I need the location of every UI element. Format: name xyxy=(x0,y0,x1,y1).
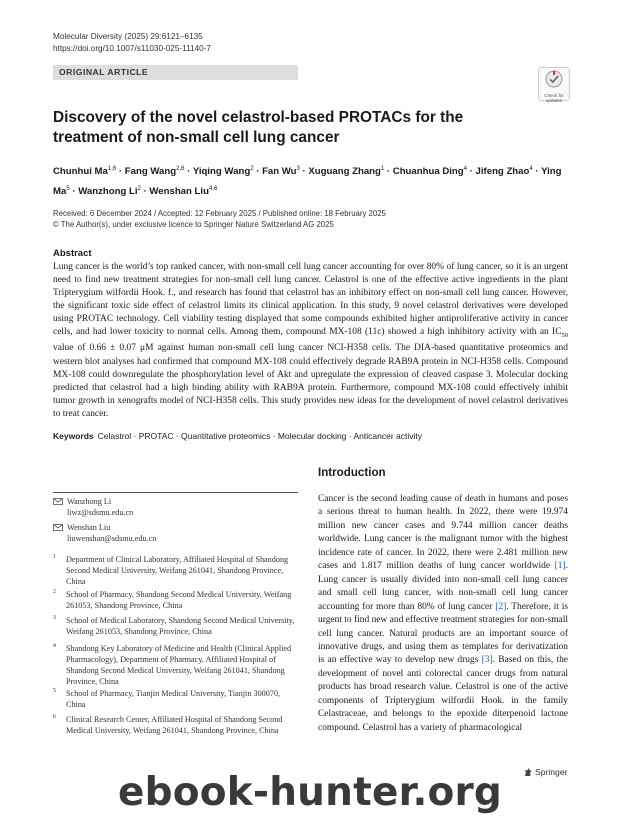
author-affiliation-marker: 1 xyxy=(380,166,385,172)
author-name: Wenshan Liu xyxy=(149,185,209,197)
author-name: Fan Wu xyxy=(262,166,297,178)
contact-name: Wenshan Liu xyxy=(67,523,111,532)
affiliation-number: 3 xyxy=(53,615,56,621)
affiliation-text: School of Medical Laboratory, Shandong Second Medical University, Weifang 261053, Shandong Province, China xyxy=(66,616,295,636)
intro-part-4: . Based on this, the development of novel anti colorectal cancer drugs from natural products has broad research value. Celastrol is one of the active components of Tripterygium wilfordii Hook. in the family Celastraceae, and belongs to the epoxide diterpenoid lactone compound. Celastrol has a variety of pharmacological xyxy=(318,655,568,733)
watermark: ebook-hunter.org xyxy=(117,770,503,815)
author-name: Wanzhong Li xyxy=(78,185,138,197)
author-entry[interactable] xyxy=(393,166,467,177)
affiliation-number: 1 xyxy=(53,554,56,560)
author-affiliation-marker: 2,6 xyxy=(176,166,185,172)
author-affiliation-marker: 2 xyxy=(250,166,254,172)
check-for-updates-badge[interactable] xyxy=(538,67,570,101)
author-separator: · xyxy=(253,166,263,178)
affiliation-4 xyxy=(53,643,298,687)
publication-dates xyxy=(53,208,386,230)
author-name: Ying Ma xyxy=(53,166,562,197)
abstract-heading: Abstract xyxy=(53,248,92,259)
citation-link[interactable]: [3] xyxy=(481,655,493,666)
affiliation-text: Department of Clinical Laboratory, Affiliated Hospital of Shandong Second Medical University, Weifang 261041, Shandong Province, China xyxy=(66,555,289,586)
intro-part-1: Cancer is the second leading cause of death in humans and poses a serious threat to human health. In 2022, there were 19.974 million new cancer cases and 9.744 million cancer deaths worldwide. Lung cancer is the malignant tumor with the highest incidence rate of cancer. In 2022, there were 2.481 million new cases and 1.817 million deaths of lung cancer worldwide xyxy=(318,494,568,572)
author-entry[interactable] xyxy=(262,166,300,177)
author-affiliation-marker: 1,6 xyxy=(107,166,117,172)
author-affiliation-marker: 4,6 xyxy=(208,185,218,192)
author-name: Chuanhua Ding xyxy=(392,166,464,178)
envelope-icon xyxy=(53,498,63,505)
author-separator: · xyxy=(299,166,309,178)
affiliation-text: School of Pharmacy, Tianjin Medical University, Tianjin 300070, China xyxy=(66,689,281,709)
abstract-text xyxy=(53,261,568,421)
author-entry[interactable] xyxy=(476,166,533,177)
author-affiliation-marker: 5 xyxy=(66,185,70,192)
keywords-label: Keywords xyxy=(53,431,94,441)
intro-part-2: . Lung cancer is usually divided into non-small cell lung cancer and small cell lung cancer, with non-small cell lung cancer accounting for more than 80% of lung cancer xyxy=(318,561,568,612)
check-updates-line2: updates xyxy=(545,98,563,103)
affiliation-number: 6 xyxy=(53,714,56,720)
affiliation-text: Shandong Key Laboratory of Medicine and Health (Clinical Applied Pharmacology), Department of Pharmacy, Affiliated Hospital of Shandong Second Medical University, Weifang 261041, Shandong Province, China xyxy=(66,644,292,686)
author-separator: · xyxy=(184,166,193,178)
affiliation-1 xyxy=(53,554,298,587)
corresponding-author-2 xyxy=(53,522,298,544)
affiliation-2 xyxy=(53,589,298,611)
keywords xyxy=(53,431,422,441)
author-name: Xuguang Zhang xyxy=(308,166,381,178)
author-separator: · xyxy=(467,166,476,178)
contact-email[interactable]: liwz@sdsmu.edu.cn xyxy=(67,508,134,517)
abstract-part-2: value of 0.66 ± 0.07 μM against human non-small cell lung cancer NCI-H358 cells. The DIA-based quantitative proteomics and western blot analyses had confirmed that compound MX-108 could effectively degrade RAB9A protein in NCI-H358 cells. Compound MX-108 could downregulate the phosphorylation level of Akt and upregulate the expression of cleaved caspase 3. Molecular docking predicted that celastrol had a high binding ability with RAB9A protein. Furthermore, compound MX-108 could effectively inhibit tumor growth in xenografts model of NCI-H358 cells. This study provides new ideas for the development of novel celastrol derivatives to treat cancer. xyxy=(53,343,568,419)
author-entry[interactable] xyxy=(125,166,185,177)
author-name: Jifeng Zhao xyxy=(475,166,530,178)
author-list xyxy=(53,161,568,200)
citation-link[interactable]: [1] xyxy=(554,561,566,572)
affiliation-6 xyxy=(53,714,298,736)
author-name: Fang Wang xyxy=(124,166,177,178)
affiliation-5 xyxy=(53,688,298,710)
author-separator: · xyxy=(69,185,79,197)
author-affiliation-marker: 2 xyxy=(137,185,141,192)
keywords-list: Celastrol · PROTAC · Quantitative proteomics · Molecular docking · Anticancer activity xyxy=(97,431,422,441)
author-entry[interactable] xyxy=(193,166,254,177)
article-type-banner: ORIGINAL ARTICLE xyxy=(53,65,298,80)
check-updates-line1: Check for xyxy=(544,93,564,98)
author-entry[interactable] xyxy=(149,186,217,197)
author-affiliation-marker: 3 xyxy=(296,166,300,172)
citation-link[interactable]: [2] xyxy=(495,601,507,612)
author-entry[interactable] xyxy=(308,166,384,177)
ic50-subscript: 50 xyxy=(561,332,568,340)
contact-name: Wanzhong Li xyxy=(67,497,112,506)
affiliation-number: 4 xyxy=(53,643,56,649)
affiliation-3 xyxy=(53,615,298,637)
author-name: Chunhui Ma xyxy=(53,166,108,178)
journal-citation: Molecular Diversity (2025) 29:6121–6135 xyxy=(53,32,203,41)
intro-part-3: . Therefore, it is urgent to find new and effective treatment strategies for non-small cell lung cancer. Natural products are an important source of innovative drugs, and using them as templates for derivatization is an effective way to develop new drugs xyxy=(318,601,568,666)
abstract-part-1: Lung cancer is the world’s top ranked cancer, with non-small cell lung cancer accounting for over 80% of lung cancer, so it is an urgent need to find new treatment strategies for non-small cell lung cancer. Celastrol is one of the effective active ingredients in the plant Tripterygium wilfordii Hook. f., and research has found that celastrol has an inhibitory effect on non-small cell lung cancer. However, the significant toxic side effect of celastrol limits its clinical application. In this study, 9 novel celastrol derivatives were developed using PROTAC technology. Cell viability testing displayed that some compounds exhibited higher antiproliferative activity in cancer cells, and had lower toxicity to normal cells. Among them, compound MX-108 (11c) showed a high inhibitory activity with an IC xyxy=(53,262,568,338)
doi-link[interactable]: https://doi.org/10.1007/s11030-025-11140-7 xyxy=(53,44,211,53)
footnote-divider xyxy=(53,492,298,493)
copyright-line: © The Author(s), under exclusive licence to Springer Nature Switzerland AG 2025 xyxy=(53,220,334,229)
author-affiliation-marker: 4 xyxy=(463,166,467,172)
affiliation-number: 5 xyxy=(53,688,56,694)
journal-header xyxy=(53,31,211,55)
introduction-heading: Introduction xyxy=(318,466,386,479)
author-separator: · xyxy=(384,166,393,178)
affiliation-number: 2 xyxy=(53,589,56,595)
introduction-text xyxy=(318,493,568,735)
author-separator: · xyxy=(140,185,150,197)
article-title: Discovery of the novel celastrol-based PROTACs for the treatment of non-small cell lung cancer xyxy=(53,109,464,146)
corresponding-author-1 xyxy=(53,496,298,518)
contact-email[interactable]: liuwenshan@sdsmu.edu.cn xyxy=(67,534,157,543)
envelope-icon xyxy=(53,524,63,531)
check-updates-icon xyxy=(545,70,563,88)
author-separator: · xyxy=(116,166,125,178)
author-affiliation-marker: 4 xyxy=(529,166,533,172)
author-separator: · xyxy=(532,166,542,178)
publisher-name: Springer xyxy=(535,767,568,777)
affiliation-text: Clinical Research Center, Affiliated Hospital of Shandong Second Medical University, Weifang 261041, Shandong Province, China xyxy=(66,715,283,735)
publication-history: Received: 6 December 2024 / Accepted: 12 February 2025 / Published online: 18 February 2025 xyxy=(53,209,386,218)
affiliation-text: School of Pharmacy, Shandong Second Medical University, Weifang 261053, Shandong Province, China xyxy=(66,590,292,610)
author-entry[interactable] xyxy=(53,166,116,177)
author-name: Yiqing Wang xyxy=(192,166,251,178)
author-entry[interactable] xyxy=(78,186,141,197)
